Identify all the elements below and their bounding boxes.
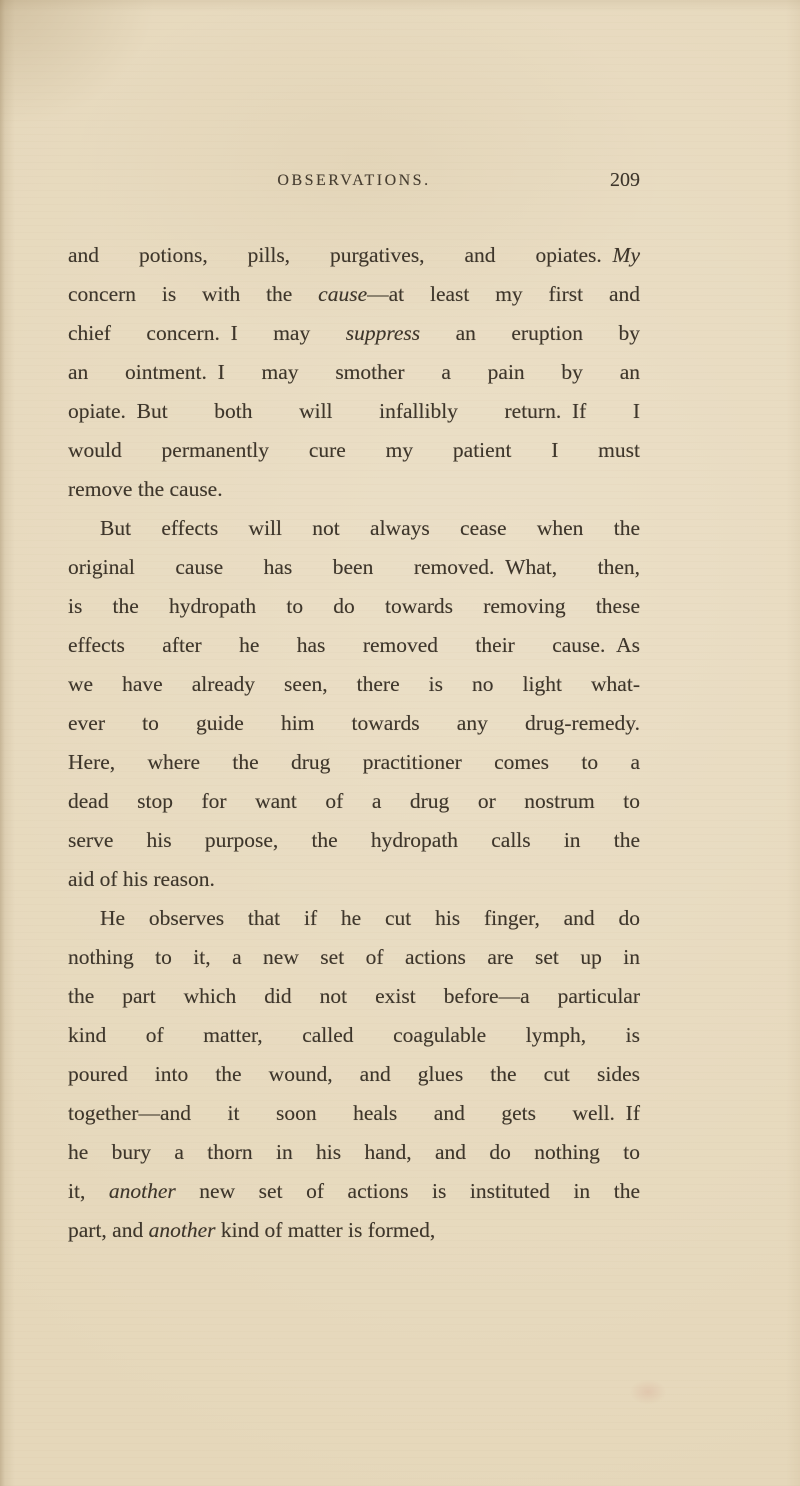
body-text: poured into the wound, and glues the cut sides (68, 1062, 640, 1086)
running-title: OBSERVATIONS. (277, 172, 431, 189)
body-text: concern is with the (68, 282, 319, 306)
body-text: dead stop for want of a drug or nostrum to (68, 789, 640, 813)
body-text: would permanently cure my patient I must (68, 438, 640, 462)
body-text: —at least my first and (367, 282, 640, 306)
body-text: original cause has been removed. What, then, (68, 555, 640, 579)
page-header (68, 169, 640, 195)
text-line (68, 1055, 640, 1094)
body-text: But effects will not always cease when the (100, 516, 640, 540)
text-line (68, 431, 640, 470)
body-text: serve his purpose, the hydropath calls in the (68, 828, 640, 852)
body-text: together—and it soon heals and gets well. If (68, 1101, 640, 1125)
text-line (68, 626, 640, 665)
text-line (68, 821, 640, 860)
body-text: kind of matter, called coagulable lymph, is (68, 1023, 640, 1047)
body-text: it, (68, 1179, 109, 1203)
body-text: and potions, pills, purgatives, and opiates. (68, 243, 613, 267)
body-text: Here, where the drug practitioner comes to a (68, 750, 640, 774)
text-line (68, 782, 640, 821)
text-line (68, 314, 640, 353)
text-line (68, 509, 640, 548)
body-text: kind of matter is formed, (215, 1218, 436, 1242)
body-text: an ointment. I may smother a pain by an (68, 360, 640, 384)
text-line (68, 236, 640, 275)
text-line (68, 353, 640, 392)
text-line (68, 938, 640, 977)
page-number: 209 (610, 169, 640, 191)
text-line (68, 1094, 640, 1133)
body-text: He observes that if he cut his finger, and do (100, 906, 640, 930)
text-line (68, 860, 640, 899)
italic-text: cause (318, 282, 368, 306)
text-line (68, 899, 640, 938)
text-line (68, 743, 640, 782)
body-text: ever to guide him towards any drug-remedy. (68, 711, 640, 735)
body-text: nothing to it, a new set of actions are set up in (68, 945, 640, 969)
body-text: the part which did not exist before—a particular (68, 984, 640, 1008)
text-line (68, 1133, 640, 1172)
body-text: effects after he has removed their cause. As (68, 633, 640, 657)
text-line (68, 392, 640, 431)
paragraph (68, 509, 640, 899)
body-text: remove the cause. (68, 477, 223, 501)
body-text: part, and (68, 1218, 149, 1242)
body-text: an eruption by (420, 321, 640, 345)
body-text: aid of his reason. (68, 867, 215, 891)
body-text: we have already seen, there is no light what- (68, 672, 640, 696)
body-text: he bury a thorn in his hand, and do nothing to (68, 1140, 640, 1164)
text-line (68, 1211, 640, 1250)
body-text: is the hydropath to do towards removing these (68, 594, 640, 618)
text-line (68, 587, 640, 626)
body-text: new set of actions is instituted in the (175, 1179, 640, 1203)
text-line (68, 548, 640, 587)
body-text: chief concern. I may (68, 321, 346, 345)
text-line (68, 1172, 640, 1211)
text-line (68, 704, 640, 743)
italic-text: another (148, 1218, 216, 1242)
paragraph (68, 899, 640, 1250)
paragraph (68, 236, 640, 509)
page-text (68, 236, 640, 1250)
italic-text: My (612, 243, 640, 267)
text-line (68, 470, 640, 509)
text-line (68, 1016, 640, 1055)
italic-text: suppress (345, 321, 421, 345)
text-line (68, 977, 640, 1016)
text-line (68, 275, 640, 314)
body-text: opiate. But both will infallibly return. If I (68, 399, 640, 423)
italic-text: another (108, 1179, 176, 1203)
text-line (68, 665, 640, 704)
